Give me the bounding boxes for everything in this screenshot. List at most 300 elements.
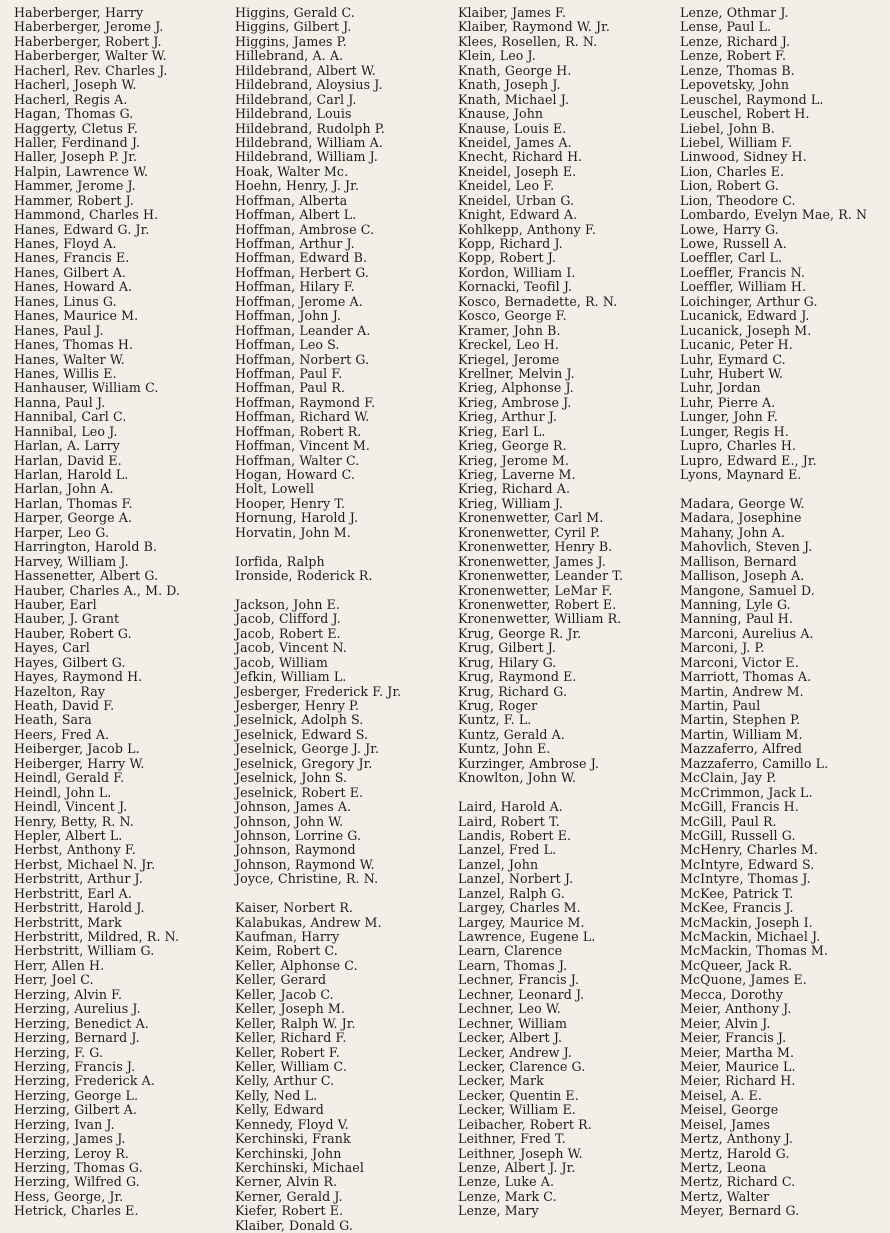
name-entry: Hanes, Willis E.: [14, 365, 117, 381]
name-entry: Hannibal, Carl C.: [14, 409, 127, 425]
name-entry: Kornacki, Teofil J.: [458, 279, 573, 295]
name-entry: Jacob, William: [235, 654, 328, 670]
name-entry: Lecker, Albert J.: [458, 1030, 563, 1046]
name-entry: Haberberger, Robert J.: [14, 33, 162, 49]
name-entry: Mertz, Leona: [680, 1160, 767, 1175]
name-entry: McCrimmon, Jack L.: [680, 784, 813, 800]
name-entry: Hoffman, Paul R.: [235, 380, 346, 396]
name-entry: Lense, Paul L.: [680, 19, 772, 35]
name-entry: Krug, George R. Jr.: [458, 625, 582, 641]
name-entry: Hanna, Paul J.: [14, 394, 106, 410]
name-entry: Hildebrand, Carl J.: [235, 91, 357, 107]
name-entry: Marriott, Thomas A.: [680, 669, 812, 685]
name-entry: Kramer, John B.: [458, 322, 561, 338]
name-entry: Kronenwetter, William R.: [458, 611, 622, 627]
name-entry: Hayes, Gilbert G.: [14, 654, 126, 670]
name-entry: Hoehn, Henry, J. Jr.: [235, 178, 360, 194]
name-entry: Hornung, Harold J.: [235, 510, 359, 526]
name-entry: Krieg, Laverne M.: [458, 467, 576, 482]
name-entry: Manning, Lyle G.: [680, 596, 791, 612]
name-entry: Leuschel, Raymond L.: [680, 91, 824, 107]
name-entry: Krieg, George R.: [458, 438, 567, 454]
name-entry: Herzing, Alvin F.: [14, 986, 123, 1002]
name-entry: Harper, Leo G.: [14, 524, 110, 540]
name-entry: Hildebrand, William A.: [235, 134, 383, 150]
name-entry: Kennedy, Floyd V.: [235, 1116, 349, 1132]
name-entry: Hayes, Carl: [14, 640, 90, 656]
name-entry: Kneidel, Leo F.: [458, 178, 555, 194]
name-entry: Kerner, Gerald J.: [235, 1188, 343, 1204]
name-entry: Kronenwetter, James J.: [458, 553, 606, 569]
name-entry: Hauber, Robert G.: [14, 625, 132, 641]
name-entry: Mecca, Dorothy: [680, 986, 783, 1002]
name-entry: Kordon, William I.: [458, 264, 576, 280]
name-entry: Hepler, Albert L.: [14, 827, 123, 843]
name-entry: Krieg, William J.: [458, 495, 564, 511]
name-entry: Herzing, James J.: [14, 1131, 126, 1147]
name-entry: Linwood, Sidney H.: [680, 149, 807, 165]
name-entry: Heath, David F.: [14, 698, 115, 713]
name-entry: Hanes, Maurice M.: [14, 308, 139, 324]
name-entry: Jeselnick, Adolph S.: [235, 712, 364, 728]
name-entry: Lanzel, Fred L.: [458, 842, 557, 858]
name-entry: Krellner, Melvin J.: [458, 365, 575, 381]
name-entry: Kronenwetter, Cyril P.: [458, 524, 601, 540]
name-entry: Meier, Richard H.: [680, 1073, 796, 1089]
name-entry: Learn, Clarence: [458, 943, 563, 959]
name-entry: Harlan, A. Larry: [14, 438, 120, 454]
name-entry: Meier, Martha M.: [680, 1044, 795, 1060]
name-entry: Horvatin, John M.: [235, 524, 351, 540]
name-entry: Hildebrand, Aloysius J.: [235, 77, 383, 93]
name-entry: Laird, Harold A.: [458, 799, 563, 815]
name-entry: Kronenwetter, Henry B.: [458, 539, 613, 555]
name-entry: Keller, Alphonse C.: [235, 957, 358, 973]
name-entry: Leithner, Fred T.: [458, 1131, 566, 1147]
name-entry: Harlan, Thomas F.: [14, 495, 133, 511]
name-entry: Kuntz, Gerald A.: [458, 726, 565, 742]
name-entry: Hammer, Robert J.: [14, 192, 134, 208]
name-entry: Hildebrand, Louis: [235, 106, 352, 122]
name-entry: Hildebrand, William J.: [235, 149, 378, 165]
name-entry: Kopp, Richard J.: [458, 236, 563, 251]
name-entry: Kosco, Bernadette, R. N.: [458, 293, 618, 309]
name-entry: Klaiber, Raymond W. Jr.: [458, 19, 610, 35]
name-entry: Meyer, Bernard G.: [680, 1203, 800, 1219]
name-entry: Hooper, Henry T.: [235, 495, 346, 511]
name-entry: Meisel, James: [680, 1116, 771, 1132]
name-entry: Kopp, Robert J.: [458, 250, 557, 266]
name-entry: Herzing, Francis J.: [14, 1058, 136, 1074]
name-entry: Madara, George W.: [680, 495, 805, 511]
name-entry: Luhr, Hubert W.: [680, 365, 784, 381]
name-entry: Kerner, Alvin R.: [235, 1174, 338, 1190]
name-entry: Jacob, Robert E.: [235, 625, 341, 641]
name-entry: Haller, Joseph P. Jr.: [14, 149, 138, 165]
name-entry: Jeselnick, Gregory Jr.: [235, 755, 373, 771]
name-entry: Lenze, Thomas B.: [680, 62, 795, 78]
name-entry: Lechner, Leonard J.: [458, 986, 585, 1002]
name-entry: Lanzel, Norbert J.: [458, 871, 574, 887]
name-entry: Hoffman, Leo S.: [235, 337, 340, 353]
name-entry: Keller, Joseph M.: [235, 1001, 345, 1017]
name-entry: Krug, Roger: [458, 698, 538, 713]
name-entry: Krug, Hilary G.: [458, 654, 557, 670]
name-entry: Mazzaferro, Camillo L.: [680, 755, 829, 771]
name-entry: Herr, Joel C.: [14, 972, 94, 988]
name-entry: Herzing, Wilfred G.: [14, 1174, 140, 1190]
name-entry: Hanes, Howard A.: [14, 279, 133, 295]
name-entry: Johnson, Raymond W.: [235, 856, 375, 872]
name-entry: Kronenwetter, Robert E.: [458, 596, 617, 612]
name-entry: Mertz, Richard C.: [680, 1174, 796, 1190]
name-entry: Hoffman, Edward B.: [235, 250, 368, 266]
name-entry: Keller, Robert F.: [235, 1044, 340, 1060]
name-entry: Kalabukas, Andrew M.: [235, 914, 382, 930]
name-entry: Jacob, Clifford J.: [235, 611, 341, 627]
name-entry: Lecker, Mark: [458, 1073, 544, 1089]
name-entry: Lion, Theodore C.: [680, 192, 796, 208]
name-entry: Luhr, Jordan: [680, 380, 761, 396]
name-entry: Jesberger, Frederick F. Jr.: [235, 683, 402, 699]
name-entry: Lion, Charles E.: [680, 163, 785, 179]
name-entry: Landis, Robert E.: [458, 827, 572, 843]
name-entry: Hoffman, Albert L.: [235, 207, 357, 223]
name-entry: Knath, George H.: [458, 62, 572, 78]
section-gap: [235, 887, 445, 901]
name-entry: Hoffman, Norbert G.: [235, 351, 370, 367]
name-entry: Hoffman, Ambrose C.: [235, 221, 375, 237]
name-entry: Marconi, Aurelius A.: [680, 625, 814, 641]
name-entry: Hauber, Earl: [14, 596, 97, 612]
name-entry: McKee, Patrick T.: [680, 885, 794, 901]
name-entry: Knath, Michael J.: [458, 91, 570, 107]
name-entry: Johnson, James A.: [235, 799, 352, 815]
name-entry: Krieg, Earl L.: [458, 423, 546, 439]
name-entry: Heiberger, Jacob L.: [14, 741, 140, 757]
name-entry: Madara, Josephine: [680, 510, 802, 526]
name-entry: Mahovlich, Steven J.: [680, 539, 813, 555]
name-entry: Jacob, Vincent N.: [235, 640, 347, 656]
name-entry: McClain, Jay P.: [680, 770, 777, 786]
name-entry: Hoffman, Arthur J.: [235, 236, 355, 251]
name-entry: Johnson, Raymond: [235, 842, 356, 858]
name-entry: Lecker, William E.: [458, 1102, 576, 1118]
name-entry: Lecker, Clarence G.: [458, 1058, 586, 1074]
name-entry: Kronenwetter, Carl M.: [458, 510, 604, 526]
name-entry: Kelly, Arthur C.: [235, 1073, 335, 1089]
name-entry: Hoffman, Robert R.: [235, 423, 362, 439]
name-entry: Herzing, Gilbert A.: [14, 1102, 138, 1118]
section-gap: [235, 540, 445, 554]
name-entry: Johnson, John W.: [235, 813, 344, 829]
name-entry: Kuntz, F. L.: [458, 712, 532, 728]
name-entry: Hanes, Edward G. Jr.: [14, 221, 150, 237]
section-gap: [458, 786, 673, 800]
name-entry: Hauber, J. Grant: [14, 611, 120, 627]
name-entry: Hacherl, Rev. Charles J.: [14, 62, 168, 78]
name-entry: Klein, Leo J.: [458, 48, 536, 64]
name-entry: Mertz, Walter: [680, 1188, 770, 1204]
name-entry: Herzing, Thomas G.: [14, 1160, 143, 1175]
name-entry: Herzing, Ivan J.: [14, 1116, 115, 1132]
name-entry: McGill, Paul R.: [680, 813, 777, 829]
name-entry: Herzing, Bernard J.: [14, 1030, 140, 1046]
name-entry: Lechner, Francis J.: [458, 972, 580, 988]
name-entry: Jeselnick, Robert E.: [235, 784, 364, 800]
name-entry: Haberberger, Walter W.: [14, 48, 167, 64]
name-entry: Lucanick, Edward J.: [680, 308, 810, 324]
section-gap: [680, 482, 890, 496]
name-entry: Lombardo, Evelyn Mae, R. N: [680, 207, 868, 223]
name-entry: Leibacher, Robert R.: [458, 1116, 592, 1132]
name-entry: Krug, Gilbert J.: [458, 640, 556, 656]
name-entry: Kelly, Ned L.: [235, 1087, 318, 1103]
name-entry: Klaiber, James F.: [458, 5, 567, 20]
name-entry: Kohlkepp, Anthony F.: [458, 221, 596, 237]
name-entry: Harlan, John A.: [14, 481, 114, 497]
name-entry: Marconi, J. P.: [680, 640, 765, 656]
name-entry: Hagan, Thomas G.: [14, 106, 134, 122]
name-entry: Kuntz, John E.: [458, 741, 551, 757]
name-entry: Hanes, Francis E.: [14, 250, 130, 266]
name-entry: Hanes, Linus G.: [14, 293, 117, 309]
name-entry: Lechner, William: [458, 1015, 568, 1031]
name-entry: Herzing, Frederick A.: [14, 1073, 155, 1089]
name-entry: Liebel, William F.: [680, 134, 793, 150]
name-entry: Hoffman, John J.: [235, 308, 341, 324]
name-entry: Herbstritt, Arthur J.: [14, 871, 143, 887]
name-entry: Lowe, Russell A.: [680, 236, 787, 251]
name-entry: McGill, Francis H.: [680, 799, 799, 815]
name-entry: Herbst, Anthony F.: [14, 842, 136, 858]
name-entry: Keller, Richard F.: [235, 1030, 347, 1046]
name-column-3: [458, 6, 673, 1219]
name-entry: Lawrence, Eugene L.: [458, 929, 596, 944]
name-entry: Loeffler, William H.: [680, 279, 807, 295]
name-entry: Hoffman, Walter C.: [235, 452, 360, 468]
name-entry: Heindl, Gerald F.: [14, 770, 125, 786]
name-entry: Hogan, Howard C.: [235, 467, 355, 482]
name-entry: Kneidel, Joseph E.: [458, 163, 577, 179]
name-entry: Hanes, Walter W.: [14, 351, 125, 367]
name-entry: Luhr, Eymard C.: [680, 351, 786, 367]
name-entry: Marconi, Victor E.: [680, 654, 799, 670]
name-entry: Lenze, Mary: [458, 1203, 539, 1219]
name-entry: Haberberger, Harry: [14, 5, 144, 20]
name-entry: Hanes, Floyd A.: [14, 236, 117, 251]
name-entry: Hetrick, Charles E.: [14, 1203, 139, 1219]
name-entry: Leuschel, Robert H.: [680, 106, 810, 122]
name-entry: Liebel, John B.: [680, 120, 776, 136]
name-entry: Harper, George A.: [14, 510, 133, 526]
name-entry: Meier, Alvin J.: [680, 1015, 771, 1031]
name-entry: Hannibal, Leo J.: [14, 423, 118, 439]
name-entry: Keller, Ralph W. Jr.: [235, 1015, 356, 1031]
name-entry: Lunger, Regis H.: [680, 423, 789, 439]
name-entry: Kosco, George F.: [458, 308, 567, 324]
section-gap: [235, 584, 445, 598]
name-entry: Hanhauser, William C.: [14, 380, 159, 396]
name-entry: Loeffler, Francis N.: [680, 264, 805, 280]
name-entry: Lenze, Mark C.: [458, 1188, 557, 1204]
name-entry: Higgins, Gilbert J.: [235, 19, 352, 35]
name-entry: Hanes, Thomas H.: [14, 337, 134, 353]
name-entry: Kriegel, Jerome: [458, 351, 560, 367]
name-entry: Hammond, Charles H.: [14, 207, 159, 223]
name-entry: Hillebrand, A. A.: [235, 48, 344, 64]
name-entry: Lucanic, Peter H.: [680, 337, 793, 353]
name-entry: Lion, Robert G.: [680, 178, 779, 194]
name-entry: Hoak, Walter Mc.: [235, 163, 349, 179]
name-entry: Hanes, Paul J.: [14, 322, 104, 338]
name-entry: Herzing, Leroy R.: [14, 1145, 130, 1161]
name-entry: Herzing, F. G.: [14, 1044, 104, 1060]
name-entry: Mahany, John A.: [680, 524, 786, 540]
name-entry: Kneidel, Urban G.: [458, 192, 575, 208]
name-entry: Lecker, Quentin E.: [458, 1087, 579, 1103]
name-entry: Hassenetter, Albert G.: [14, 568, 159, 584]
name-entry: Herbstritt, Harold J.: [14, 900, 145, 916]
name-entry: Hildebrand, Albert W.: [235, 62, 376, 78]
name-entry: Knath, Joseph J.: [458, 77, 561, 93]
name-entry: Keim, Robert C.: [235, 943, 338, 959]
name-entry: Lenze, Robert F.: [680, 48, 787, 64]
name-entry: Lenze, Albert J. Jr.: [458, 1160, 576, 1175]
name-entry: Mallison, Bernard: [680, 553, 797, 569]
name-entry: Heath, Sara: [14, 712, 92, 728]
name-column-2: [235, 6, 445, 1233]
name-entry: Kiefer, Robert E.: [235, 1203, 344, 1219]
name-entry: Herbstritt, William G.: [14, 943, 155, 959]
name-entry: McHenry, Charles M.: [680, 842, 818, 858]
name-entry: Kaufman, Harry: [235, 929, 340, 944]
name-entry: Kronenwetter, LeMar F.: [458, 582, 613, 598]
name-entry: Krieg, Arthur J.: [458, 409, 558, 425]
name-entry: McKee, Francis J.: [680, 900, 794, 916]
name-entry: Holt, Lowell: [235, 481, 315, 497]
name-entry: Haberberger, Jerome J.: [14, 19, 164, 35]
name-entry: Martin, Andrew M.: [680, 683, 804, 699]
name-entry: Meier, Francis J.: [680, 1030, 787, 1046]
name-entry: Lenze, Luke A.: [458, 1174, 555, 1190]
name-entry: Haggerty, Cletus F.: [14, 120, 139, 136]
name-entry: Lenze, Richard J.: [680, 33, 791, 49]
name-entry: Lucanick, Joseph M.: [680, 322, 812, 338]
name-entry: Martin, Paul: [680, 698, 761, 713]
name-entry: Harlan, Harold L.: [14, 467, 129, 482]
name-entry: Harrington, Harold B.: [14, 539, 158, 555]
name-column-1: [14, 6, 224, 1219]
name-entry: Lupro, Charles H.: [680, 438, 797, 454]
name-entry: Kurzinger, Ambrose J.: [458, 755, 599, 771]
name-entry: McQuone, James E.: [680, 972, 807, 988]
name-entry: Kerchinski, Michael: [235, 1160, 364, 1175]
name-entry: Herzing, Aurelius J.: [14, 1001, 141, 1017]
name-entry: Krieg, Alphonse J.: [458, 380, 574, 396]
name-entry: Kelly, Edward: [235, 1102, 324, 1118]
name-entry: Largey, Charles M.: [458, 900, 581, 916]
name-entry: Hoffman, Jerome A.: [235, 293, 363, 309]
name-entry: Ironside, Roderick R.: [235, 568, 373, 584]
name-entry: Hoffman, Hilary F.: [235, 279, 355, 295]
name-entry: Hoffman, Paul F.: [235, 365, 343, 381]
name-entry: Jesberger, Henry P.: [235, 698, 360, 713]
name-entry: Lunger, John F.: [680, 409, 778, 425]
name-entry: Learn, Thomas J.: [458, 957, 568, 973]
name-entry: Hayes, Raymond H.: [14, 669, 143, 685]
name-entry: Kerchinski, Frank: [235, 1131, 351, 1147]
name-entry: Herzing, Benedict A.: [14, 1015, 149, 1031]
name-entry: Hoffman, Richard W.: [235, 409, 370, 425]
name-entry: Lechner, Leo W.: [458, 1001, 561, 1017]
name-entry: Lyons, Maynard E.: [680, 467, 802, 482]
name-entry: Krug, Richard G.: [458, 683, 568, 699]
name-entry: Hoffman, Herbert G.: [235, 264, 370, 280]
name-entry: Hacherl, Joseph W.: [14, 77, 137, 93]
name-entry: Kaiser, Norbert R.: [235, 900, 354, 916]
name-entry: Krieg, Jerome M.: [458, 452, 569, 468]
name-entry: Laird, Robert T.: [458, 813, 560, 829]
name-entry: Hauber, Charles A., M. D.: [14, 582, 181, 598]
name-entry: Joyce, Christine, R. N.: [235, 871, 379, 887]
name-entry: Meisel, George: [680, 1102, 779, 1118]
name-entry: Knight, Edward A.: [458, 207, 578, 223]
name-entry: Largey, Maurice M.: [458, 914, 585, 930]
name-entry: Mallison, Joseph A.: [680, 568, 805, 584]
name-column-4: [680, 6, 890, 1219]
name-entry: Herbstritt, Earl A.: [14, 885, 132, 901]
name-entry: Hoffman, Vincent M.: [235, 438, 370, 454]
name-entry: McMackin, Thomas M.: [680, 943, 828, 959]
name-entry: Keller, Gerard: [235, 972, 327, 988]
name-entry: Mangone, Samuel D.: [680, 582, 815, 598]
name-entry: Mertz, Anthony J.: [680, 1131, 794, 1147]
name-entry: Jackson, John E.: [235, 596, 341, 612]
name-entry: Klaiber, Donald G.: [235, 1217, 353, 1233]
name-entry: Hanes, Gilbert A.: [14, 264, 127, 280]
name-entry: Johnson, Lorrine G.: [235, 827, 362, 843]
name-entry: Jeselnick, George J. Jr.: [235, 741, 380, 757]
name-entry: Lenze, Othmar J.: [680, 5, 789, 20]
name-entry: Hammer, Jerome J.: [14, 178, 136, 194]
name-entry: Loichinger, Arthur G.: [680, 293, 818, 309]
name-entry: Herbst, Michael N. Jr.: [14, 856, 156, 872]
name-entry: Hacherl, Regis A.: [14, 91, 128, 107]
name-entry: Hazelton, Ray: [14, 683, 106, 699]
name-entry: Knause, John: [458, 106, 544, 122]
name-entry: Hess, George, Jr.: [14, 1188, 124, 1204]
name-entry: Meier, Anthony J.: [680, 1001, 792, 1017]
name-entry: McQueer, Jack R.: [680, 957, 793, 973]
name-entry: McIntyre, Edward S.: [680, 856, 815, 872]
name-entry: Herzing, George L.: [14, 1087, 139, 1103]
name-entry: Mertz, Harold G.: [680, 1145, 790, 1161]
name-entry: Jeselnick, John S.: [235, 770, 348, 786]
name-entry: Knowlton, John W.: [458, 770, 576, 786]
name-entry: Kronenwetter, Leander T.: [458, 568, 624, 584]
name-entry: Heiberger, Harry W.: [14, 755, 145, 771]
name-entry: Knecht, Richard H.: [458, 149, 583, 165]
name-entry: Manning, Paul H.: [680, 611, 793, 627]
name-entry: Loeffler, Carl L.: [680, 250, 783, 266]
name-entry: Martin, William M.: [680, 726, 803, 742]
name-entry: McMackin, Joseph I.: [680, 914, 813, 930]
name-entry: Heindl, John L.: [14, 784, 112, 800]
name-entry: Hoffman, Alberta: [235, 192, 348, 208]
name-entry: Herbstritt, Mark: [14, 914, 122, 930]
name-entry: McMackin, Michael J.: [680, 929, 821, 944]
